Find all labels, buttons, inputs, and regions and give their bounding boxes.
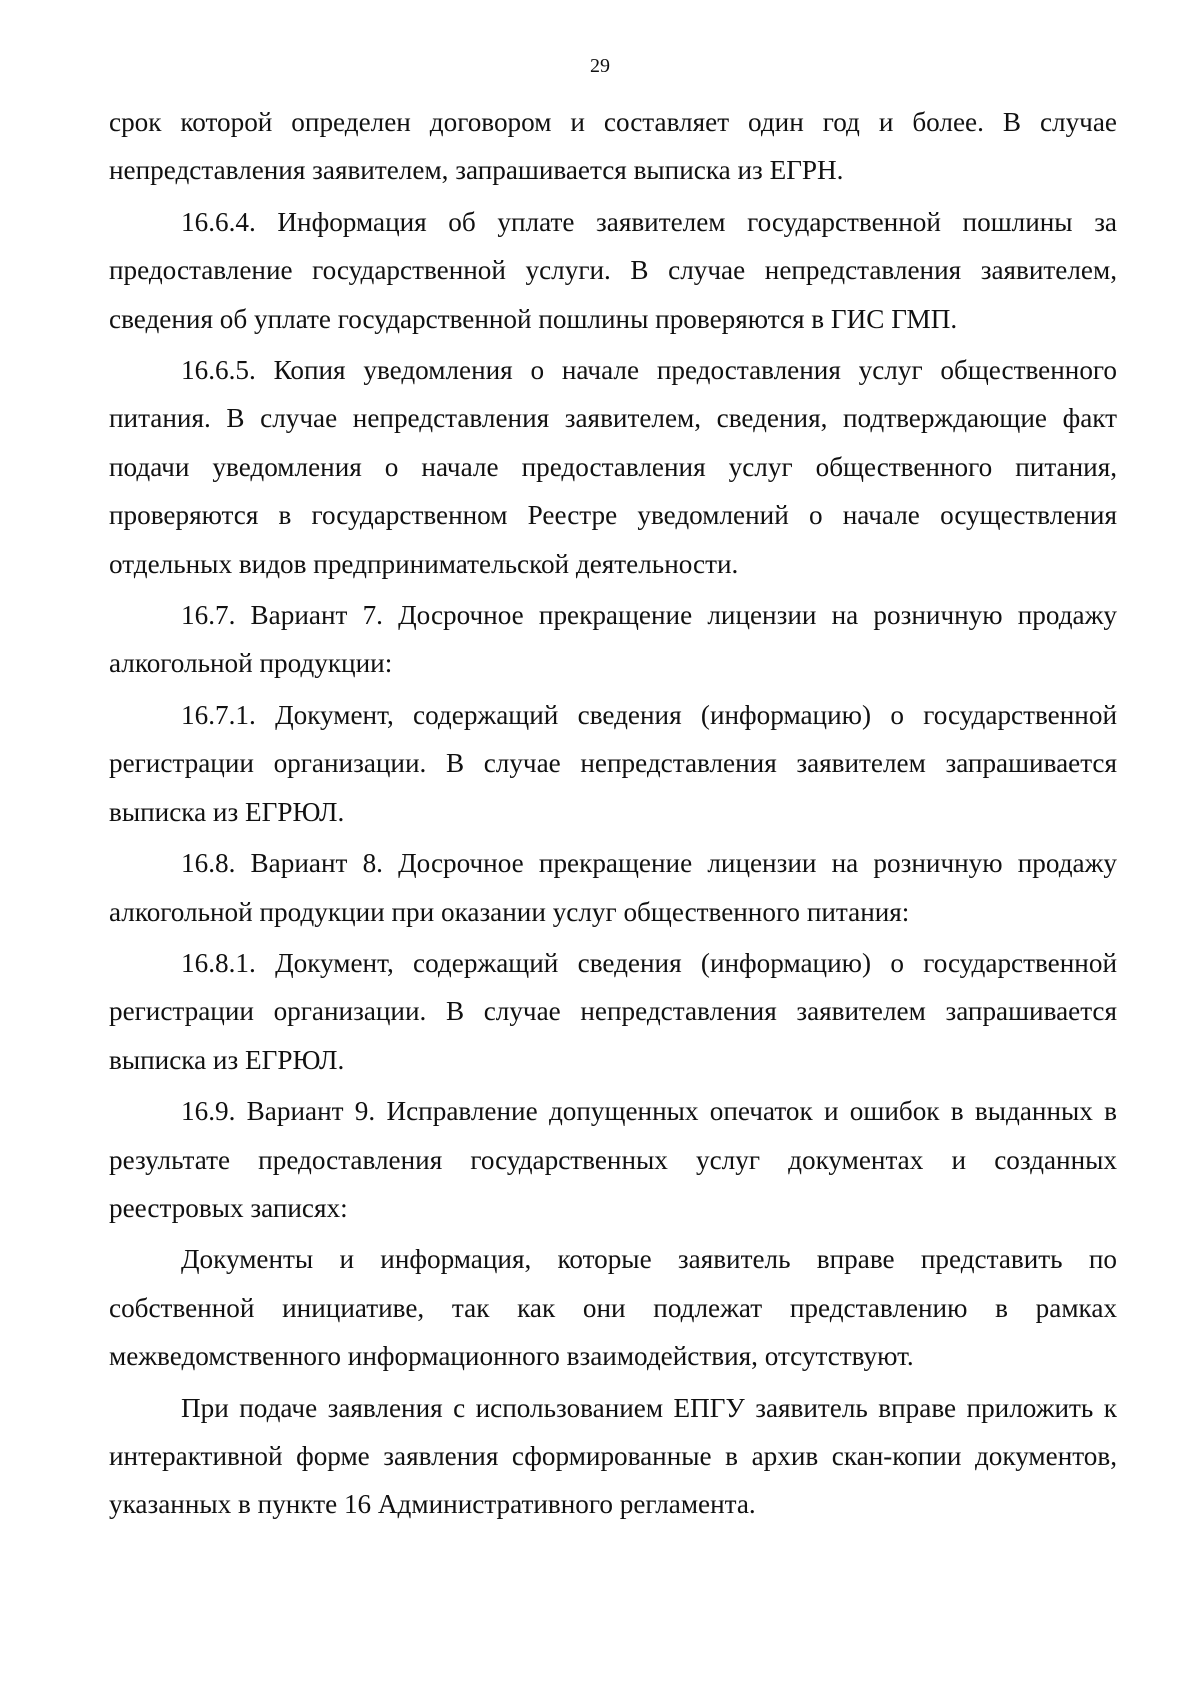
paragraph-16-8-1: 16.8.1. Документ, содержащий сведения (информацию) о государственной регистрации организации. В случае непредставления заявителем запрашивается выписка из ЕГРЮЛ. — [109, 947, 1117, 1075]
paragraph-16-7-1: 16.7.1. Документ, содержащий сведения (информацию) о государственной регистрации организации. В случае непредставления заявителем запрашивается выписка из ЕГРЮЛ. — [109, 699, 1117, 827]
paragraph-epgu-submission: При подаче заявления с использованием ЕПГУ заявитель вправе приложить к интерактивной форме заявления сформированные в архив скан-копии документов, указанных в пункте 16 Административного регламента. — [109, 1392, 1117, 1520]
paragraph-16-8: 16.8. Вариант 8. Досрочное прекращение лицензии на розничную продажу алкогольной продукции при оказании услуг общественного питания: — [109, 848, 1117, 927]
paragraph-16-6-4: 16.6.4. Информация об уплате заявителем государственной пошлины за предоставление государственной услуги. В случае непредставления заявителем, сведения об уплате государственной пошлины проверяются в ГИС ГМП. — [109, 206, 1117, 334]
paragraph-continuation: срок которой определен договором и составляет один год и более. В случае непредставления заявителем, запрашивается выписка из ЕГРН. — [109, 107, 1117, 186]
paragraph-16-6-5: 16.6.5. Копия уведомления о начале предоставления услуг общественного питания. В случае непредставления заявителем, сведения, подтверждающие факт подачи уведомления о начале предоставления услуг общественного питания, проверяются в государственном Реестре уведомлений о начале осуществления отдельных видов предпринимательской деятельности. — [109, 355, 1117, 579]
paragraph-16-7: 16.7. Вариант 7. Досрочное прекращение лицензии на розничную продажу алкогольной продукции: — [109, 600, 1117, 679]
paragraph-documents-info: Документы и информация, которые заявитель вправе представить по собственной инициативе, так как они подлежат представлению в рамках межведомственного информационного взаимодействия, отсутствуют. — [109, 1244, 1117, 1372]
page-number: 29 — [590, 55, 610, 77]
document-body — [109, 98, 1117, 1532]
paragraph-16-9: 16.9. Вариант 9. Исправление допущенных опечаток и ошибок в выданных в результате предоставления государственных услуг документах и созданных реестровых записях: — [109, 1096, 1117, 1223]
